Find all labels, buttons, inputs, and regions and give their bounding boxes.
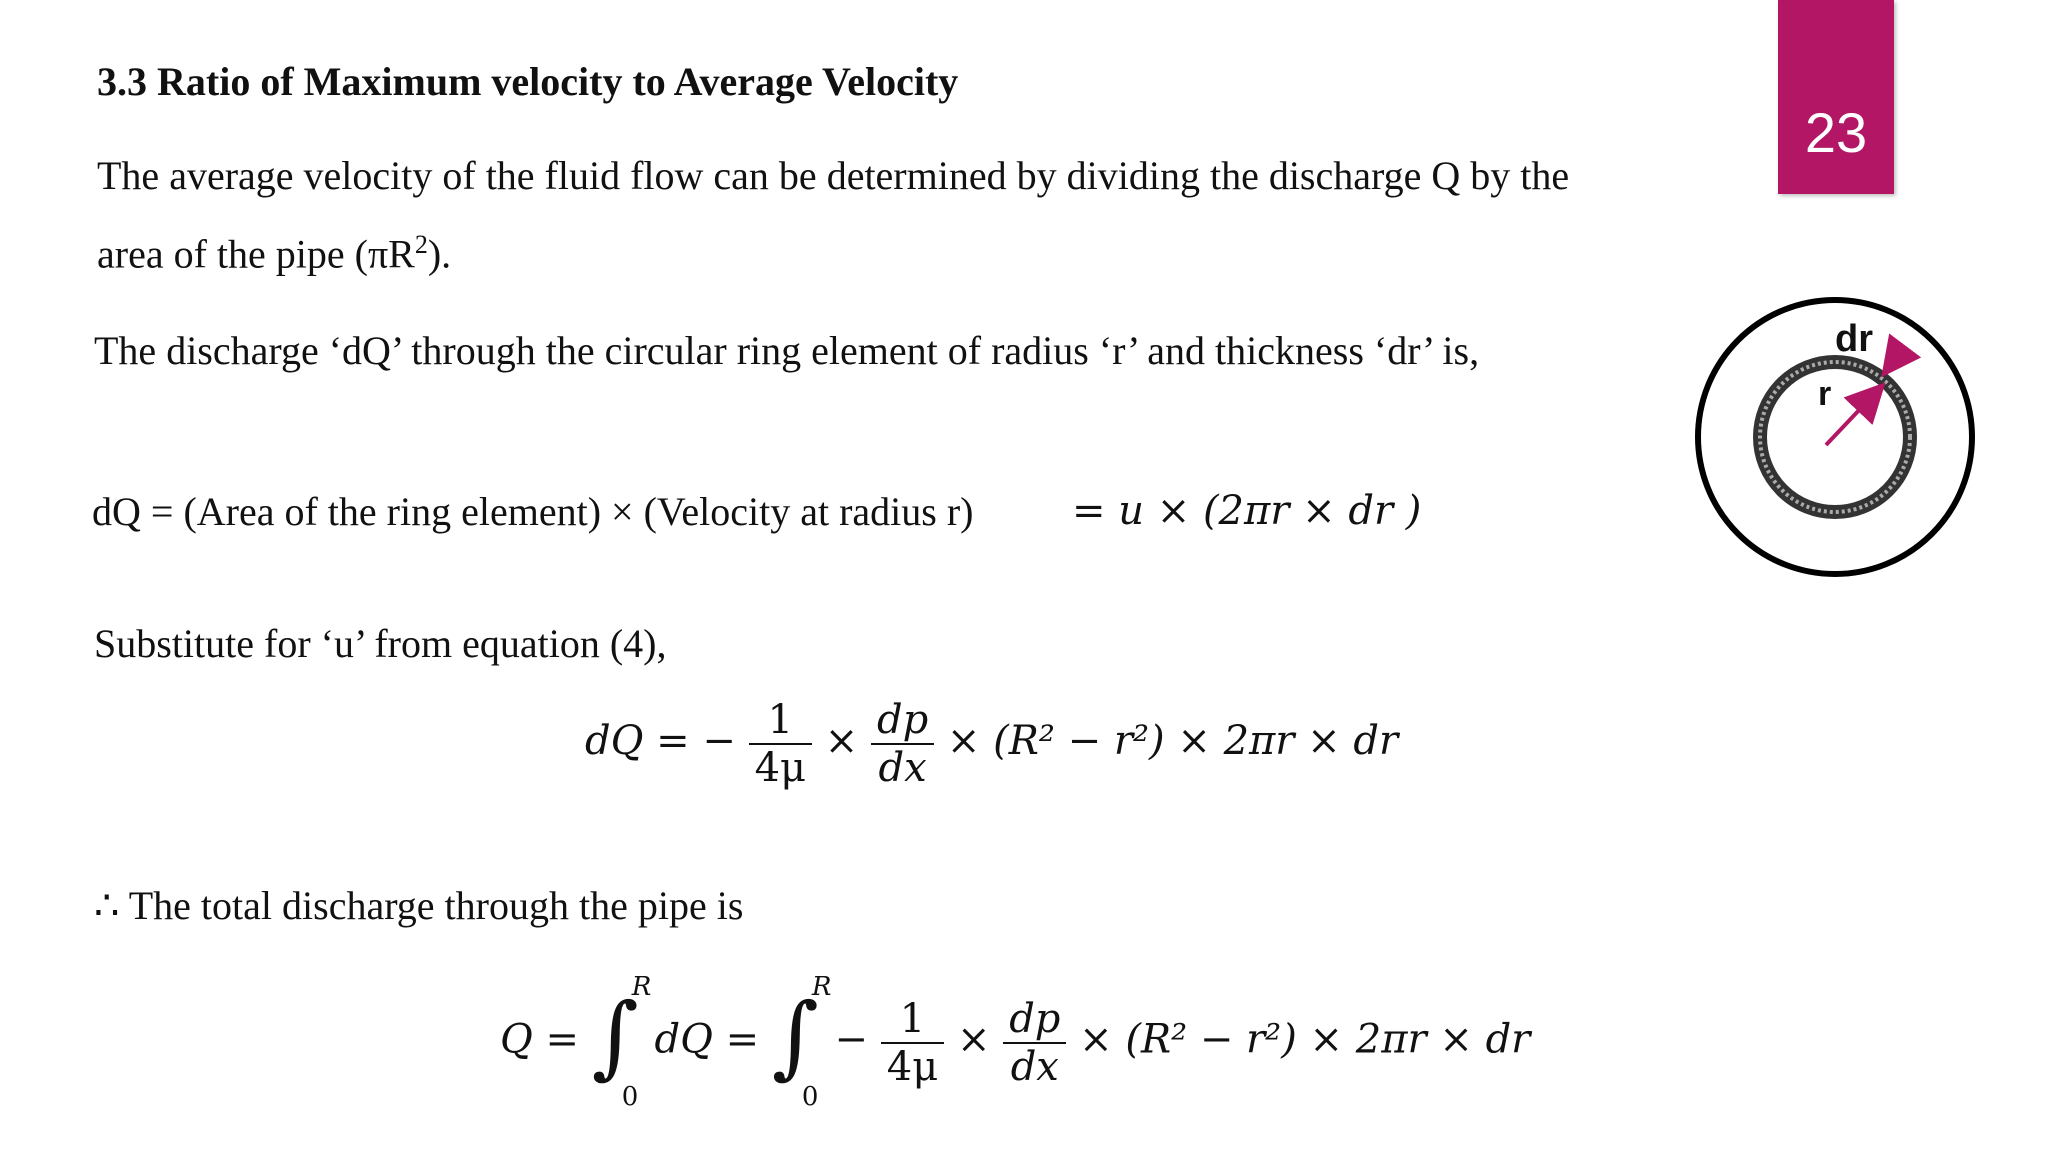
eq3-integral-2-sign: ∫: [771, 984, 819, 1089]
equation-1-text: dQ = (Area of the ring element) × (Velocity at radius r): [92, 489, 974, 534]
eq3-minus: −: [834, 1016, 869, 1063]
eq3-int1-upper: R: [631, 972, 652, 1002]
eq3-lhs: Q =: [500, 1016, 580, 1063]
eq3-integral-1: [591, 972, 652, 1112]
paragraph-substitute: Substitute for ‘u’ from equation (4),: [94, 621, 667, 666]
eq2-times: ×: [824, 718, 859, 764]
eq3-rest: × (R² − r²) × 2πr × dr: [1079, 1016, 1531, 1063]
equation-3: [500, 972, 1531, 1112]
eq3-fraction-1: [881, 996, 944, 1090]
label-dr: dr: [1835, 318, 1873, 360]
page-number-badge: [1778, 0, 1894, 194]
equation-1-math: = u × (2πr × dr ): [1072, 488, 1422, 534]
eq2-frac1-den: 4μ: [754, 745, 807, 791]
eq2-fraction-1: [749, 697, 812, 791]
eq3-int1-lower: 0: [621, 1082, 639, 1112]
eq2-frac2-num: dp: [871, 697, 934, 745]
paragraph-line-2: [97, 230, 451, 277]
label-r: r: [1818, 375, 1832, 413]
eq3-frac1-num: 1: [881, 996, 944, 1044]
eq3-integral-2: [771, 972, 832, 1112]
eq3-fraction-2: [1003, 996, 1066, 1090]
eq2-fraction-2: [871, 697, 934, 791]
eq2-frac2-den: dx: [878, 745, 927, 791]
eq3-int1-body: dQ =: [654, 1016, 760, 1063]
eq3-times: ×: [956, 1016, 991, 1063]
paragraph-total-discharge: ∴ The total discharge through the pipe is: [94, 883, 744, 928]
eq3-frac2-den: dx: [1010, 1043, 1059, 1090]
eq3-int2-upper: R: [811, 972, 832, 1002]
eq3-integral-1-sign: ∫: [591, 984, 639, 1089]
paragraph-line-1: The average velocity of the fluid flow can be determined by dividing the discharge Q by the: [97, 153, 1570, 198]
pipe-ring-diagram: [1690, 295, 1980, 585]
page-number: 23: [1804, 101, 1868, 164]
eq3-int2-lower: 0: [801, 1082, 819, 1112]
thickness-arrow: [1886, 347, 1904, 371]
eq3-frac1-den: 4μ: [886, 1043, 939, 1090]
eq2-frac1-num: 1: [749, 697, 812, 745]
paragraph-line-2-suffix: ).: [427, 231, 452, 277]
eq3-frac2-num: dp: [1003, 996, 1066, 1044]
paragraph-line-2-prefix: area of the pipe (πR: [97, 231, 415, 277]
radius-arrow: [1826, 388, 1880, 445]
eq2-rest: × (R² − r²) × 2πr × dr: [946, 718, 1399, 764]
paragraph-discharge-ring: The discharge ‘dQ’ through the circular ring element of radius ‘r’ and thickness ‘dr’ is,: [94, 328, 1480, 373]
section-heading: 3.3 Ratio of Maximum velocity to Average Velocity: [97, 59, 959, 104]
equation-2: [585, 697, 1398, 791]
paragraph-line-2-sup: 2: [414, 230, 428, 259]
eq2-lhs: dQ = −: [585, 718, 736, 764]
